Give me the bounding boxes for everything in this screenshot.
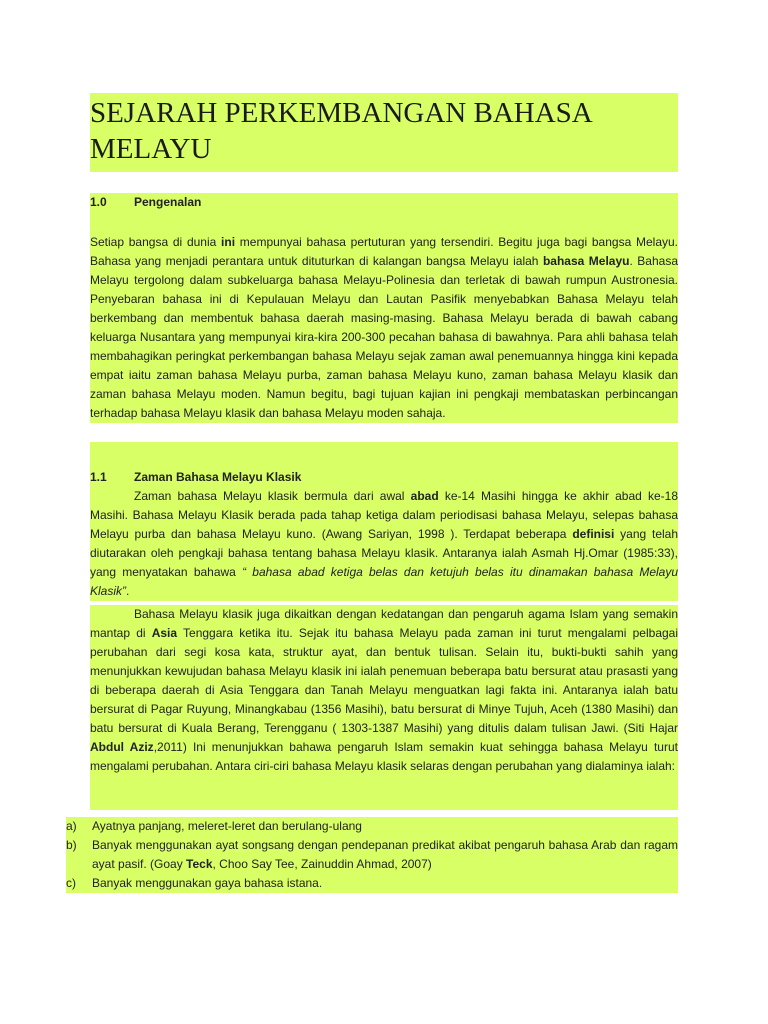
bold-link-abad: abad	[410, 489, 439, 503]
list-item-text: Banyak menggunakan gaya bahasa istana.	[92, 876, 323, 890]
spacer	[90, 442, 678, 468]
text-run: . Bahasa Melayu tergolong dalam subkeluarga bahasa Melayu-Polinesia dan terletak di bawah rumpun Austronesia. Penyebaran bahasa ini di Kepulauan Melayu dan Lautan Pasifik menyebabkan Bahasa Melayu telah berkembang dan membentuk bahasa daerah masing-masing. Bahasa Melayu berada di bawah cabang keluarga Nusantara yang mempunyai kira-kira 200-300 pecahan bahasa di bawahnya. Para ahli bahasa telah membahagikan peringkat perkembangan bahasa Melayu sejak zaman awal penemuannya hingga kini kepada empat iaitu zaman bahasa Melayu purba, zaman bahasa Melayu kuno, zaman bahasa Melayu klasik dan zaman bahasa Melayu moden. Namun begitu, bagi tujuan kajian ini pengkaji membataskan perbincangan terhadap bahasa Melayu klasik dan bahasa Melayu moden sahaja.	[90, 254, 679, 420]
bold-link-definisi: definisi	[572, 527, 615, 541]
bold-link-abdul-aziz: Abdul Aziz	[90, 740, 154, 754]
text-run: mempunyai bahasa pertuturan yang tersendiri. Begitu juga bagi bangsa Melayu. Bahasa yang menjadi perantara untuk dituturkan di kalangan bangsa Melayu ialah	[90, 235, 679, 268]
bold-link-bahasa-melayu: bahasa Melayu	[542, 254, 630, 268]
text-run: .	[126, 584, 130, 598]
italic-quote: “ bahasa abad ketiga belas dan ketujuh belas itu dinamakan bahasa Melayu Klasik”	[90, 565, 679, 598]
list-marker: c)	[66, 876, 76, 890]
bold-link-ini: ini	[221, 235, 236, 249]
page-title: SEJARAH PERKEMBANGAN BAHASA MELAYU	[90, 93, 678, 172]
paragraph-klasik-1	[90, 487, 678, 601]
list-marker: a)	[66, 819, 77, 833]
list-marker: b)	[66, 838, 77, 852]
list-item-text: Ayatnya panjang, meleret-leret dan berulang-ulang	[92, 819, 362, 833]
bold-link-teck: Teck	[186, 857, 213, 871]
bold-link-asia: Asia	[151, 626, 178, 640]
text-run: ke-14 Masihi hingga ke akhir abad ke-18 Masihi. Bahasa Melayu Klasik berada pada tahap ketiga dalam periodisasi bahasa Melayu, selepas bahasa Melayu purba dan bahasa Melayu kuno. (Awang Sariyan, 1998 ). Terdapat beberapa	[90, 489, 678, 541]
text-run: yang telah diutarakan oleh pengkaji bahasa tentang bahasa Melayu klasik. Antaranya ialah Asmah Hj.Omar (1985:33), yang menyatakan bahawa	[90, 527, 679, 579]
characteristics-list	[66, 817, 678, 893]
section-heading-pengenalan	[90, 193, 678, 213]
section-number: 1.1	[90, 470, 107, 484]
section-number: 1.0	[90, 195, 107, 209]
text-run: Setiap bangsa di dunia	[90, 235, 222, 249]
list-item	[66, 836, 678, 874]
list-item-text: Banyak menggunakan ayat songsang dengan pendepanan predikat akibat pengaruh bahasa Arab dan ragam ayat pasif. (Goay Teck, Choo Say Tee, Zainuddin Ahmad, 2007)	[92, 838, 678, 871]
section-heading-zaman-klasik	[90, 468, 678, 488]
paragraph-klasik-2	[90, 605, 678, 810]
list-item	[66, 817, 678, 836]
text-run: ,2011) Ini menunjukkan bahawa pengaruh Islam semakin kuat sehingga bahasa Melayu turut mengalami perubahan. Antara ciri-ciri bahasa Melayu klasik selaras dengan perubahan yang dialaminya ialah:	[90, 740, 678, 773]
text-run: Bahasa Melayu klasik juga dikaitkan dengan kedatangan dan pengaruh agama Islam yang semakin mantap di	[90, 607, 678, 640]
list-item	[66, 874, 678, 893]
text-run: Tenggara ketika itu. Sejak itu bahasa Melayu pada zaman ini turut mengalami pelbagai perubahan dari segi kosa kata, struktur ayat, dan bentuk tulisan. Selain itu, bukti-bukti sahih yang menunjukkan kewujudan bahasa Melayu klasik ini ialah penemuan beberapa batu bersurat atau prasasti yang di beberapa daerah di Asia Tenggara dan Tanah Melayu menguatkan lagi fakta ini. Antaranya ialah batu bersurat di Pagar Ruyung, Minangkabau (1356 Masihi), batu bersurat di Minye Tujuh, Aceh (1380 Masihi) dan batu bersurat di Kuala Berang, Terengganu ( 1303-1387 Masihi) yang ditulis dalam tulisan Jawi. (Siti Hajar	[90, 626, 679, 735]
section-title: Zaman Bahasa Melayu Klasik	[134, 470, 302, 484]
section-title: Pengenalan	[134, 195, 202, 209]
text-run: Zaman bahasa Melayu klasik bermula dari awal	[134, 489, 411, 503]
paragraph-pengenalan	[90, 233, 678, 423]
